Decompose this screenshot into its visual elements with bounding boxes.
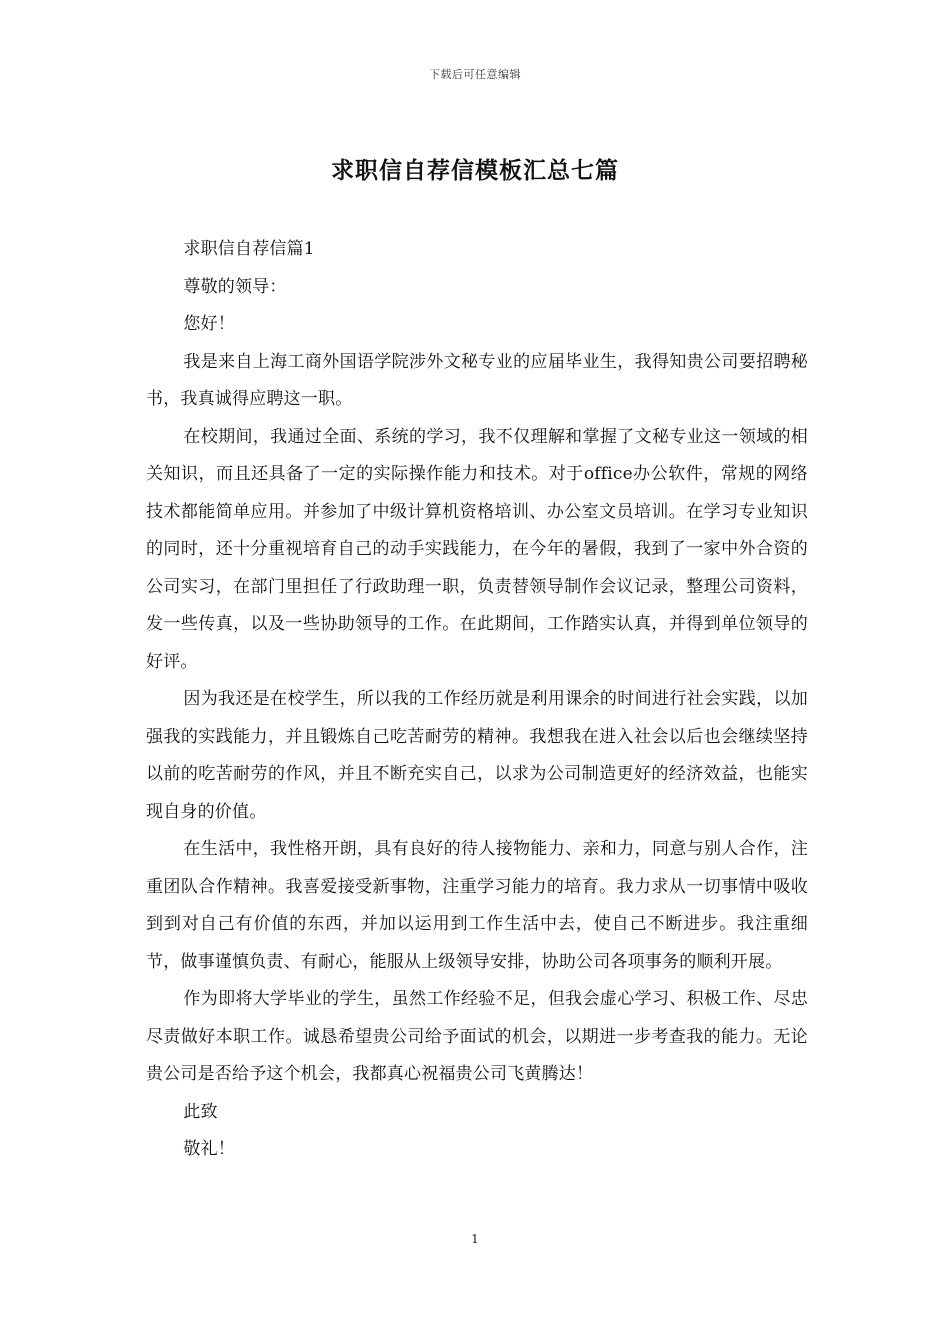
document-body xyxy=(146,231,808,1169)
closing-salute: 敬礼！ xyxy=(183,1139,235,1159)
body-paragraph-personality: 在生活中，我性格开朗，具有良好的待人接物能力、亲和力，同意与别人合作，注重团队合作精神。我喜爱接受新事物，注重学习能力的培育。我力求从一切事情中吸收到到对自己有价值的东西，并加以运用到工作生活中去，使自己不断进步。我注重细节，做事谨慎负责、有耐心，能服从上级领导安排，协助公司各项事务的顺利开展。 xyxy=(146,839,808,972)
closing-phrase: 此致 xyxy=(183,1101,218,1122)
section-heading: 求职信自荐信篇1 xyxy=(183,239,315,259)
body-paragraph-education: 在校期间，我通过全面、系统的学习，我不仅理解和掌握了文秘专业这一领域的相关知识，而且还具备了一定的实际操作能力和技术。对于office办公软件，常规的网络技术都能简单应用。并参加了中级计算机资格培训、办公室文员培训。在学习专业知识的同时，还十分重视培育自己的动手实践能力，在今年的暑假，我到了一家中外合资的公司实习，在部门里担任了行政助理一职，负责替领导制作会议记录，整理公司资料，发一些传真，以及一些协助领导的工作。在此期间，工作踏实认真，并得到单位领导的好评。 xyxy=(146,426,808,672)
header-note: 下载后可任意编辑 xyxy=(429,68,521,81)
salutation: 尊敬的领导： xyxy=(183,276,287,297)
greeting: 您好！ xyxy=(183,314,235,334)
body-paragraph-experience: 因为我还是在校学生，所以我的工作经历就是利用课余的时间进行社会实践，以加强我的实践能力，并且锻炼自己吃苦耐劳的精神。我想我在进入社会以后也会继续坚持以前的吃苦耐劳的作风，并且不断充实自己，以求为公司制造更好的经济效益，也能实现自身的价值。 xyxy=(146,689,808,822)
body-paragraph-closing: 作为即将大学毕业的学生，虽然工作经验不足，但我会虚心学习、积极工作、尽忠尽责做好本职工作。诚恳希望贵公司给予面试的机会，以期进一步考查我的能力。无论贵公司是否给予这个机会，我都真心祝福贵公司飞黄腾达！ xyxy=(146,989,808,1084)
page-number: 1 xyxy=(471,1232,479,1246)
body-paragraph-intro: 我是来自上海工商外国语学院涉外文秘专业的应届毕业生，我得知贵公司要招聘秘书，我真诚得应聘这一职。 xyxy=(146,351,808,409)
document-title: 求职信自荐信模板汇总七篇 xyxy=(331,157,619,184)
